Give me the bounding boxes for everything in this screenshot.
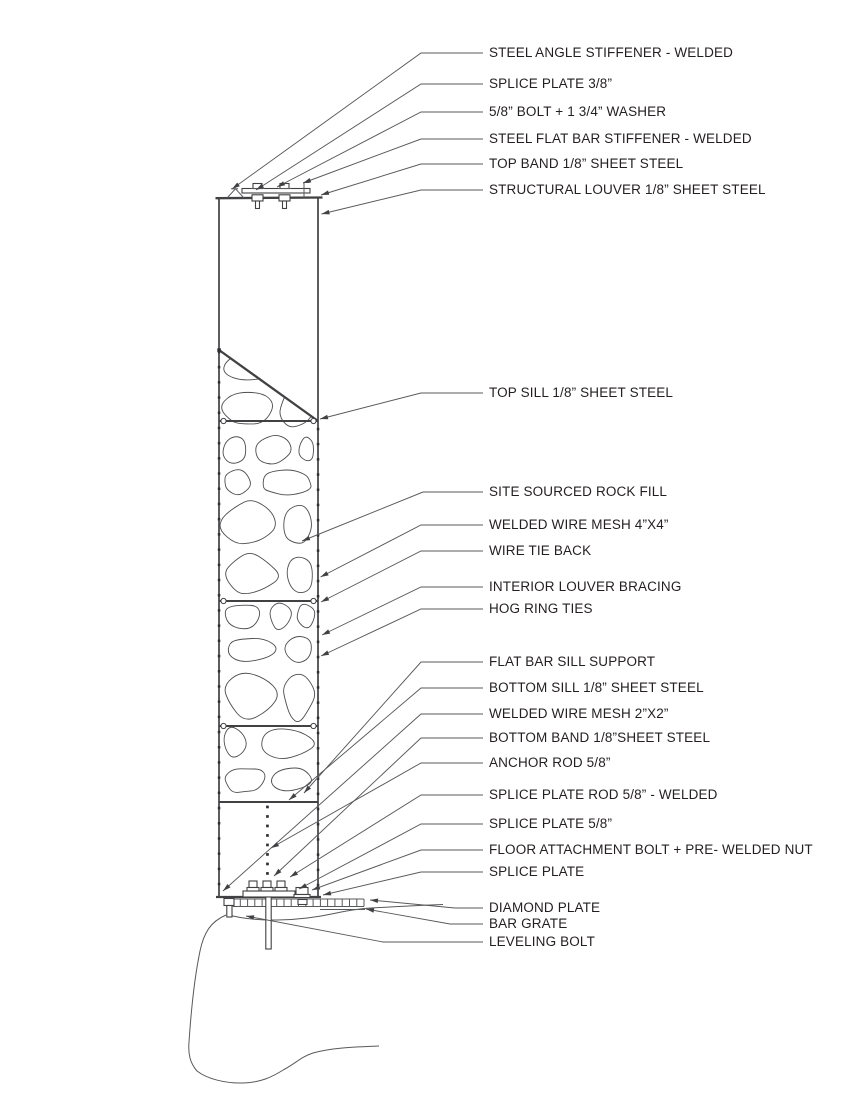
top-bolt-right (278, 184, 291, 209)
tie-dot (317, 595, 320, 598)
tie-dot (218, 700, 221, 703)
tie-dot (218, 366, 221, 369)
bottom-bolt-3 (275, 881, 287, 891)
tie-dot (317, 625, 320, 628)
stone (224, 353, 279, 380)
leader-arrowhead (321, 651, 329, 657)
tie-dot (218, 396, 221, 399)
tie-dot (218, 640, 221, 643)
callout-structural-louver: STRUCTURAL LOUVER 1/8” SHEET STEEL (489, 182, 766, 197)
tie-dot (317, 565, 320, 568)
tie-dot (317, 458, 320, 461)
leader-lines (223, 53, 483, 942)
top-band (216, 198, 323, 199)
tie-dot (218, 685, 221, 688)
tie-dot (317, 793, 320, 796)
tie-dot (218, 822, 221, 825)
tie-dot (218, 746, 221, 749)
stone (225, 605, 259, 629)
tie-dot (218, 427, 221, 430)
leader-arrowhead (370, 899, 378, 904)
bracing-end (311, 723, 316, 728)
leader-arrowhead (321, 571, 329, 577)
tie-dot (218, 594, 221, 597)
callout-wire-tie-back: WIRE TIE BACK (489, 543, 592, 558)
tie-dot (218, 381, 221, 384)
callout-anchor-rod: ANCHOR ROD 5/8” (489, 755, 611, 770)
leader-arrowhead (323, 891, 331, 896)
stone (228, 638, 276, 661)
callout-steel-angle-stiffener: STEEL ANGLE STIFFENER - WELDED (489, 45, 734, 60)
leader-line (256, 84, 483, 190)
callout-splice-plate-rod: SPLICE PLATE ROD 5/8” - WELDED (489, 787, 718, 802)
stone (289, 354, 315, 379)
louver-structure (189, 183, 443, 1084)
stone (226, 553, 279, 593)
leader-arrowhead (290, 871, 298, 877)
tie-dot (218, 670, 221, 673)
leader-line (274, 738, 483, 876)
leader-line (277, 112, 483, 187)
tie-dot (317, 869, 320, 872)
tie-dot (317, 549, 320, 552)
callout-welded-wire-mesh-4x4: WELDED WIRE MESH 4”X4” (489, 517, 669, 532)
stone (223, 437, 246, 463)
leader-line (323, 872, 483, 895)
leader-line (321, 551, 483, 602)
tie-dot (317, 473, 320, 476)
steel-angle-stiffener (227, 189, 244, 198)
tie-dot (266, 863, 269, 866)
stone (222, 392, 273, 424)
bottom-bolt-1 (247, 881, 259, 891)
tie-dot (266, 825, 269, 828)
callout-steel-flat-bar-stiffener: STEEL FLAT BAR STIFFENER - WELDED (489, 131, 752, 146)
tie-dot (317, 641, 320, 644)
leader-arrowhead (320, 415, 328, 419)
stone (263, 470, 311, 495)
callout-top-sill: TOP SILL 1/8” SHEET STEEL (489, 385, 674, 400)
stone (284, 674, 315, 721)
stone (225, 673, 277, 719)
callout-bolt-washer: 5/8” BOLT + 1 3/4” WASHER (489, 104, 667, 119)
tie-dot (317, 762, 320, 765)
callout-bar-grate: BAR GRATE (489, 916, 568, 931)
leader-arrowhead (322, 629, 330, 635)
callout-bottom-sill: BOTTOM SILL 1/8” SHEET STEEL (489, 680, 704, 695)
callout-floor-attachment-bolt: FLOOR ATTACHMENT BOLT + PRE- WELDED NUT (489, 842, 813, 857)
stone (271, 768, 311, 791)
stone (256, 435, 291, 463)
tie-dot (317, 701, 320, 704)
tie-dot (266, 844, 269, 847)
leader-line (302, 492, 483, 541)
tie-dot (218, 412, 221, 415)
tie-dot (317, 808, 320, 811)
tie-dot (317, 656, 320, 659)
stone (220, 501, 275, 544)
tie-dot (317, 504, 320, 507)
tie-dot (218, 442, 221, 445)
leader-line (232, 53, 483, 189)
tie-dot (218, 609, 221, 612)
callout-flat-bar-sill-support: FLAT BAR SILL SUPPORT (489, 654, 656, 669)
callout-splice-plate: SPLICE PLATE (489, 864, 585, 879)
tie-dot (218, 624, 221, 627)
tie-dot (218, 533, 221, 536)
callout-leveling-bolt: LEVELING BOLT (489, 934, 595, 949)
bottom-splice-plate (243, 891, 295, 897)
leader-line (290, 795, 483, 877)
bottom-bolt-2 (261, 881, 273, 891)
tie-dot (218, 868, 221, 871)
tie-dot (317, 428, 320, 431)
leader-arrowhead (321, 596, 329, 602)
tie-dot (218, 852, 221, 855)
tie-dot (218, 472, 221, 475)
tie-dot (218, 564, 221, 567)
leader-arrowhead (232, 183, 240, 190)
leader-line (366, 909, 483, 924)
callout-top-band: TOP BAND 1/8” SHEET STEEL (489, 156, 684, 171)
tie-dot (218, 807, 221, 810)
tie-dot (317, 853, 320, 856)
leader-line (320, 393, 483, 419)
leader-line (322, 190, 484, 214)
tie-dot (218, 761, 221, 764)
stone (224, 727, 246, 757)
bracing-end (221, 598, 226, 603)
leader-arrowhead (322, 210, 330, 215)
leveling-bolt-rod (266, 897, 271, 949)
callout-splice-plate-5-8: SPLICE PLATE 5/8” (489, 816, 613, 831)
stone (285, 636, 311, 662)
stone (270, 603, 291, 629)
leader-arrowhead (271, 842, 279, 848)
tie-dot (317, 686, 320, 689)
tie-dot (317, 838, 320, 841)
stone (297, 604, 315, 627)
tie-dot (218, 655, 221, 658)
bracing-end (311, 598, 316, 603)
stone (225, 470, 251, 495)
tie-dot (218, 716, 221, 719)
tie-dot (266, 834, 269, 837)
tie-dot (317, 519, 320, 522)
tie-dot (317, 732, 320, 735)
callout-diamond-plate: DIAMOND PLATE (489, 900, 601, 915)
tie-dot (317, 671, 320, 674)
tie-dot (317, 823, 320, 826)
leader-line (303, 139, 483, 183)
tie-dot (218, 776, 221, 779)
site-rock-outline (189, 915, 379, 1083)
tie-dot (218, 503, 221, 506)
callout-welded-wire-mesh-2x2: WELDED WIRE MESH 2”X2” (489, 706, 669, 721)
leveling-bolt-foot (224, 899, 234, 918)
tie-dot (317, 489, 320, 492)
tie-dot (218, 883, 221, 886)
tie-dot (317, 717, 320, 720)
tie-dot (317, 580, 320, 583)
tie-dot (317, 443, 320, 446)
tie-dot (218, 731, 221, 734)
tie-dot (218, 548, 221, 551)
tie-dot (218, 579, 221, 582)
callout-interior-louver-bracing: INTERIOR LOUVER BRACING (489, 579, 682, 594)
stone (262, 729, 315, 759)
top-splice-plate (242, 189, 310, 194)
bracing-end (311, 418, 316, 423)
tie-dot (218, 457, 221, 460)
tie-dot (266, 853, 269, 856)
tie-dot (218, 518, 221, 521)
leader-line (312, 850, 483, 890)
callout-site-sourced-rock-fill: SITE SOURCED ROCK FILL (489, 484, 668, 499)
callout-splice-plate-3-8: SPLICE PLATE 3/8” (489, 76, 613, 91)
tie-dot (218, 792, 221, 795)
tie-dot (317, 747, 320, 750)
leader-line (321, 609, 483, 656)
stone (225, 769, 265, 793)
callout-bottom-band: BOTTOM BAND 1/8”SHEET STEEL (489, 730, 711, 745)
bracing-end (221, 723, 226, 728)
tie-dot (218, 488, 221, 491)
callout-hog-ring-ties: HOG RING TIES (489, 601, 593, 616)
stone (299, 437, 314, 461)
tie-dot (218, 837, 221, 840)
tie-dot (218, 351, 221, 354)
leader-line (304, 662, 483, 793)
bracing-end (221, 418, 226, 423)
leader-arrowhead (303, 178, 311, 183)
leader-arrowhead (321, 190, 329, 195)
tie-dot (317, 610, 320, 613)
leader-line (322, 587, 483, 635)
stone (287, 557, 312, 592)
floor-attachment-bolt (294, 888, 310, 905)
tie-dot (266, 806, 269, 809)
tie-dot (266, 815, 269, 818)
tie-dot (266, 872, 269, 875)
